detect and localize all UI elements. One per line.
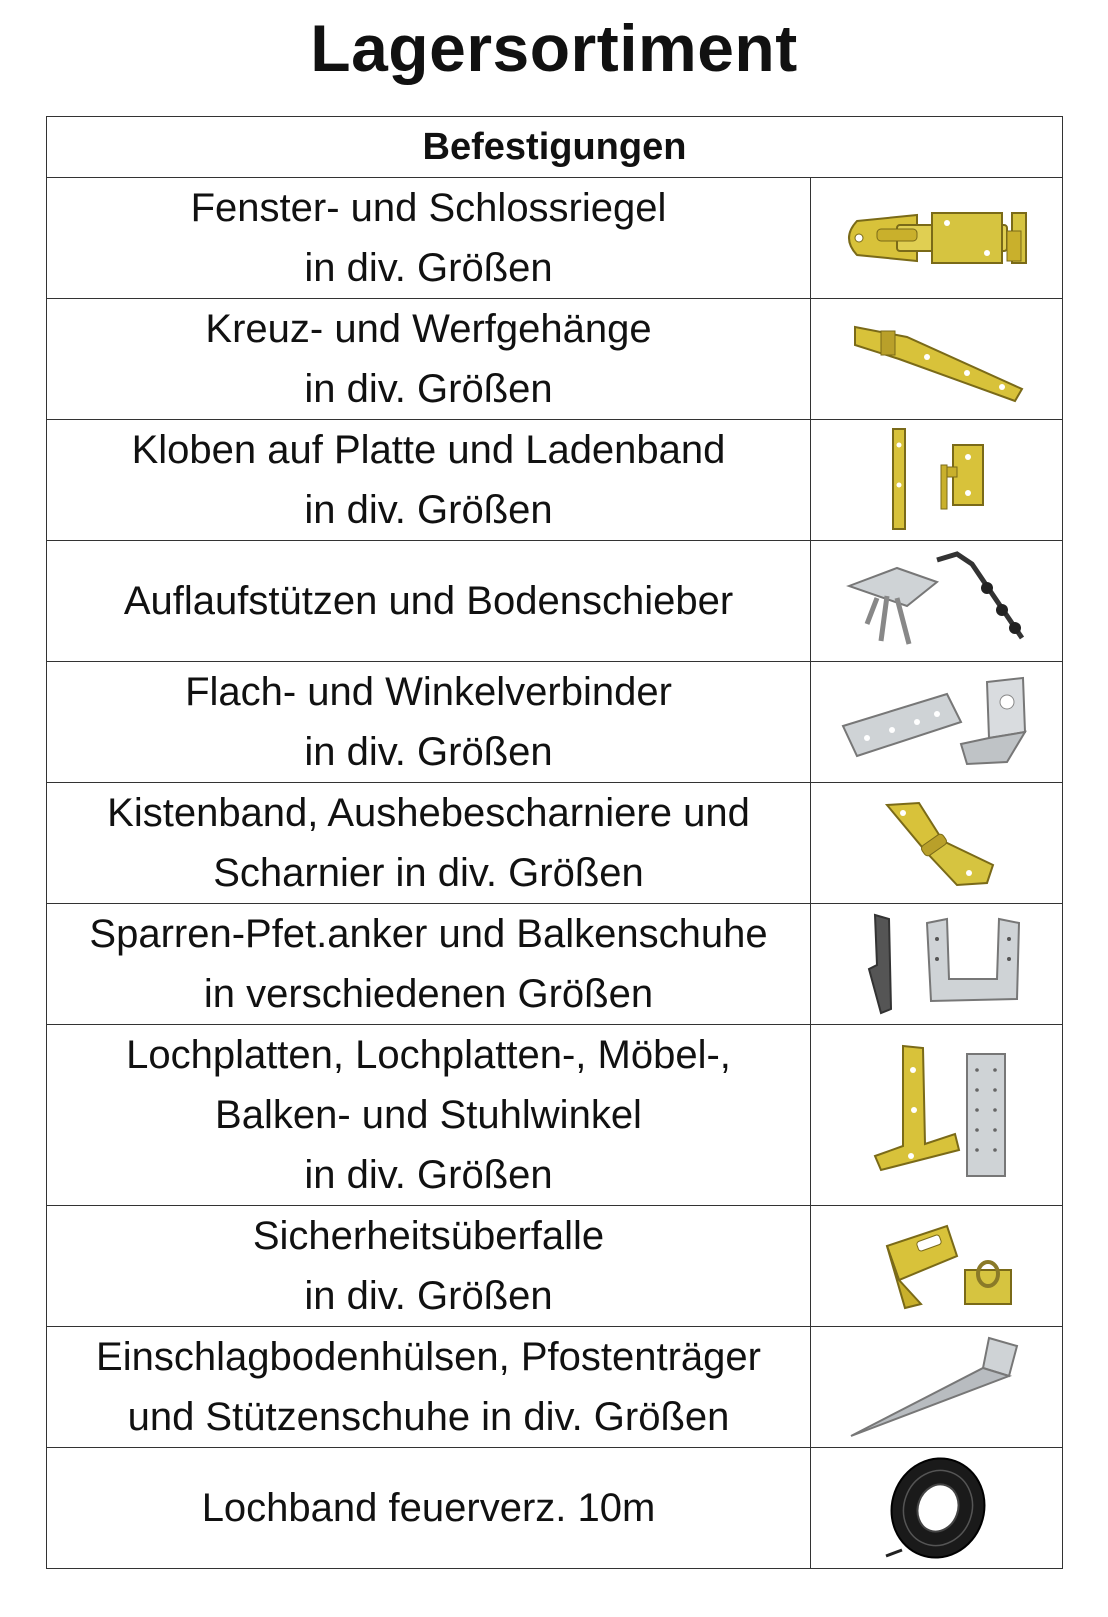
product-line: Einschlagbodenhülsen, Pfostenträger <box>96 1335 761 1379</box>
flat-angle-connector-icon <box>837 672 1037 772</box>
ground-spike-icon <box>837 1332 1037 1442</box>
table-row <box>47 904 1063 1025</box>
product-line: in div. Größen <box>304 730 553 774</box>
hasp-staple-icon <box>847 1216 1027 1316</box>
product-description <box>47 783 811 904</box>
product-line: in verschiedenen Größen <box>203 972 654 1016</box>
page-title: Lagersortiment <box>310 11 798 85</box>
product-line: Lochplatten, Lochplatten-, Möbel-, <box>126 1033 731 1077</box>
product-line: Lochband feuerverz. 10m <box>201 1486 656 1530</box>
table-row <box>47 1025 1063 1206</box>
product-line: Flach- und Winkelverbinder <box>185 670 672 714</box>
product-line: Sparren-Pfet.anker und Balkenschuhe <box>89 912 768 956</box>
joist-hanger-icon <box>847 909 1027 1019</box>
product-description <box>47 662 811 783</box>
table-row <box>47 541 1063 662</box>
product-description <box>47 904 811 1025</box>
product-line: in div. Größen <box>304 488 553 532</box>
product-image-cell <box>811 420 1063 541</box>
product-image-cell <box>811 783 1063 904</box>
product-line: Sicherheitsüberfalle <box>252 1214 605 1258</box>
product-line: Balken- und Stuhlwinkel <box>215 1093 642 1137</box>
product-description <box>47 299 811 420</box>
perforated-band-roll-icon <box>872 1452 1002 1564</box>
product-description <box>47 1025 811 1206</box>
product-description <box>47 541 811 662</box>
product-description <box>47 1327 811 1448</box>
pintle-plate-icon <box>857 425 1017 535</box>
product-line: Kreuz- und Werfgehänge <box>205 307 652 351</box>
table-row <box>47 1206 1063 1327</box>
gate-stop-icon <box>837 546 1037 656</box>
product-description <box>47 178 811 299</box>
product-line: in div. Größen <box>304 367 553 411</box>
table-row <box>47 662 1063 783</box>
product-line: Fenster- und Schlossriegel <box>190 186 667 230</box>
product-image-cell <box>811 1327 1063 1448</box>
table-row <box>47 178 1063 299</box>
product-line: Kistenband, Aushebescharniere und <box>107 791 750 835</box>
product-line: Kloben auf Platte und Ladenband <box>131 428 726 472</box>
product-image-cell <box>811 1448 1063 1569</box>
table-row <box>47 783 1063 904</box>
product-line: und Stützenschuhe in div. Größen <box>127 1395 730 1439</box>
product-image-cell <box>811 662 1063 783</box>
product-description <box>47 420 811 541</box>
product-line: in div. Größen <box>304 1153 553 1197</box>
table-row <box>47 1448 1063 1569</box>
table-row <box>47 1327 1063 1448</box>
product-image-cell <box>811 904 1063 1025</box>
product-table <box>46 116 1063 1569</box>
product-line: Scharnier in div. Größen <box>213 851 644 895</box>
perforated-plate-icon <box>847 1040 1027 1190</box>
product-line: in div. Größen <box>304 246 553 290</box>
product-image-cell <box>811 178 1063 299</box>
product-image-cell <box>811 541 1063 662</box>
product-description <box>47 1206 811 1327</box>
bolt-latch-icon <box>837 193 1037 283</box>
product-description <box>47 1448 811 1569</box>
table-row <box>47 299 1063 420</box>
product-line: in div. Größen <box>304 1274 553 1318</box>
product-line: Auflaufstützen und Bodenschieber <box>123 579 734 623</box>
product-image-cell <box>811 1206 1063 1327</box>
section-header: Befestigungen <box>47 117 1063 178</box>
butt-hinge-icon <box>857 793 1017 893</box>
table-row <box>47 420 1063 541</box>
product-image-cell <box>811 299 1063 420</box>
strap-hinge-icon <box>837 309 1037 409</box>
product-image-cell <box>811 1025 1063 1206</box>
